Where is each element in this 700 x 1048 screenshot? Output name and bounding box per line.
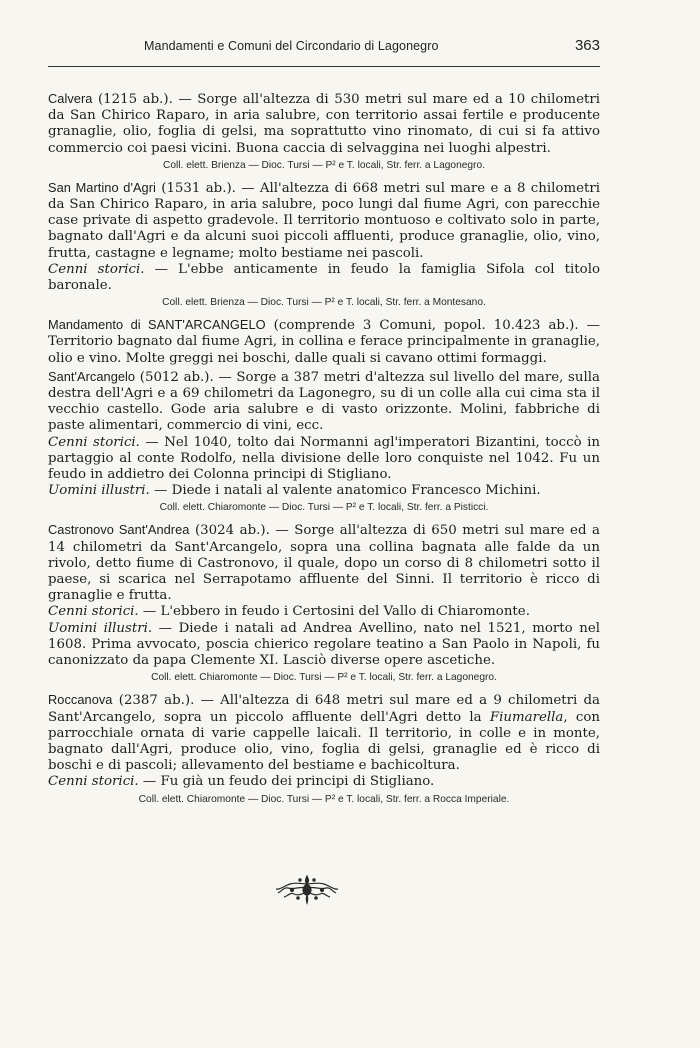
entry-text: (1531 ab.). — All'altezza di 668 metri sul mare e a 8 chilometri da San Chirico Raparo, in aria salubre, poco lungi dal fiume Agri, con parecchie case private di aspetto gradevole. Il territorio montuoso e coltivato solo in parte, bagnato dall'Agri e da alcuni suoi piccoli affluenti, produce granaglie, olio, vino, frutta, castagne e legname; molto bestiame nei pascoli.	[48, 180, 600, 261]
page-number: 363	[574, 37, 600, 54]
entry-footer: Coll. elett. Brienza — Dioc. Tursi — P² e T. locali, Str. ferr. a Lagonegro.	[163, 159, 485, 171]
cenni-storici-text: — L'ebbe anticamente in feudo la famiglia Sifola col titolo baronale.	[48, 261, 600, 294]
cenni-storici-paragraph	[48, 435, 600, 484]
entry-text-after: , con parrocchiale ornata di varie cappelle laicali. Il territorio, in colle e in monte, bagnato dall'Agri, produce olio, vino, foglia di gelsi, granaglie ed è ricco di boschi e di pascoli; allevamento del bestiame e bachicoltura.	[48, 709, 600, 774]
uomini-illustri-paragraph	[48, 621, 600, 670]
entry-heading: San Martino d'Agri	[48, 179, 156, 195]
entry-footer: Coll. elett. Chiaromonte — Dioc. Tursi — P² e T. locali, Str. ferr. a Lagonegro.	[151, 672, 497, 684]
entry-text: (3024 ab.). — Sorge all'altezza di 650 metri sul mare ed a 14 chilometri da Sant'Arcangelo, sopra una collina bagnata alle falde da un rivolo, detto fiume di Castronovo, il quale, dopo un corso di 8 chilometri sotto il paese, si scarica nel Serrapotamo affluente del Sinni. Il territorio è ricco di granaglie e frutta.	[48, 523, 600, 604]
entry-paragraph	[48, 522, 600, 604]
entry-paragraph	[48, 180, 600, 262]
uomini-illustri-label: Uomini illustri.	[48, 620, 153, 636]
uomini-illustri-paragraph	[48, 483, 600, 499]
entry-mandamento	[48, 317, 600, 367]
entry-footer: Coll. elett. Chiaromonte — Dioc. Tursi — P² e T. locali, Str. ferr. a Rocca Imperiale.	[138, 793, 510, 805]
cenni-storici-text: — Nel 1040, tolto dai Normanni agl'imperatori Bizantini, toccò in partaggio al conte Rodolfo, nella divisione delle loro conquiste nel 1042. Fu un feudo in addietro dei Colonna principi di Stigliano.	[48, 434, 600, 483]
entry-text: (1215 ab.). — Sorge all'altezza di 530 metri sul mare ed a 10 chilometri da San Chirico Raparo, in aria salubre, con territorio assai fertile e producente granaglie, olio, foglia di gelsi, ma soprattutto vino rinomato, di cui si fa attivo commercio coi paesi vicini. Buona caccia di selvaggina nei luoghi alpestri.	[48, 92, 600, 156]
cenni-storici-label: Cenni storici.	[48, 604, 139, 620]
cenni-storici-text: — L'ebbero in feudo i Certosini del Vallo di Chiaromonte.	[138, 604, 530, 620]
entry-heading: Roccanova	[48, 692, 113, 708]
uomini-illustri-text: — Diede i natali al valente anatomico Francesco Michini.	[149, 483, 541, 499]
cenni-storici-paragraph	[48, 604, 600, 620]
running-header	[48, 36, 600, 67]
fleuron-ornament-icon	[272, 872, 342, 906]
cenni-storici-label: Cenni storici.	[48, 261, 145, 277]
cenni-storici-label: Cenni storici.	[48, 774, 139, 790]
cenni-storici-text: — Fu già un feudo dei principi di Stigliano.	[138, 774, 435, 790]
entry-heading: Mandamento di SANT'ARCANGELO	[48, 317, 266, 333]
entry-castronovo	[48, 522, 600, 685]
entry-paragraph	[48, 692, 600, 774]
cenni-storici-label: Cenni storici.	[48, 434, 140, 450]
entry-heading: Calvera	[48, 91, 93, 106]
uomini-illustri-text: — Diede i natali ad Andrea Avellino, nato nel 1521, morto nel 1608. Prima avvocato, poscia chierico regolare teatino a San Paolo in Napoli, fu canonizzato da papa Clemente XI. Lasciò diverse opere ascetiche.	[48, 620, 600, 669]
entry-text: (5012 ab.). — Sorge a 387 metri d'altezza sul livello del mare, sulla destra dell'Agri e a 69 chilometri da Lagonegro, su di un colle alla cui cima sta il vecchio castello. Gode aria salubre e di vasto orizzonte. Molini, fabbriche di paste alimentari, commercio di vini, ecc.	[48, 369, 600, 434]
entry-san-martino	[48, 180, 600, 310]
entry-footer: Coll. elett. Brienza — Dioc. Tursi — P² e T. locali, Str. ferr. a Montesano.	[162, 297, 486, 309]
entry-paragraph	[48, 317, 600, 367]
entry-heading: Sant'Arcangelo	[48, 368, 136, 384]
entry-text: (comprende 3 Comuni, popol. 10.423 ab.). — Territorio bagnato dal fiume Agri, in collina e ferace principalmente in granaglie, olio e vino. Molte greggi nei boschi, dalle quali si cavano ottimi formaggi.	[48, 318, 600, 366]
content	[48, 67, 600, 807]
header-title: Mandamenti e Comuni del Circondario di Lagonegro	[144, 39, 439, 53]
entry-footer: Coll. elett. Chiaromonte — Dioc. Tursi — P² e T. locali, Str. ferr. a Pisticci.	[159, 502, 489, 514]
cenni-storici-paragraph	[48, 262, 600, 294]
entry-sant-arcangelo	[48, 369, 600, 516]
entry-heading: Castronovo Sant'Andrea	[48, 522, 190, 538]
entry-roccanova	[48, 692, 600, 806]
uomini-illustri-label: Uomini illustri.	[48, 483, 150, 499]
cenni-storici-paragraph	[48, 774, 600, 790]
entry-paragraph	[48, 369, 600, 435]
entry-text: (2387 ab.). — All'altezza di 648 metri sul mare ed a 9 chilometri da Sant'Arcangelo, sopra un piccolo affluente dell'Agri detto la	[48, 693, 600, 725]
entry-text-italic: Fiumarella	[489, 709, 564, 725]
page	[48, 36, 600, 814]
entry-calvera	[48, 91, 600, 173]
entry-paragraph	[48, 91, 600, 157]
